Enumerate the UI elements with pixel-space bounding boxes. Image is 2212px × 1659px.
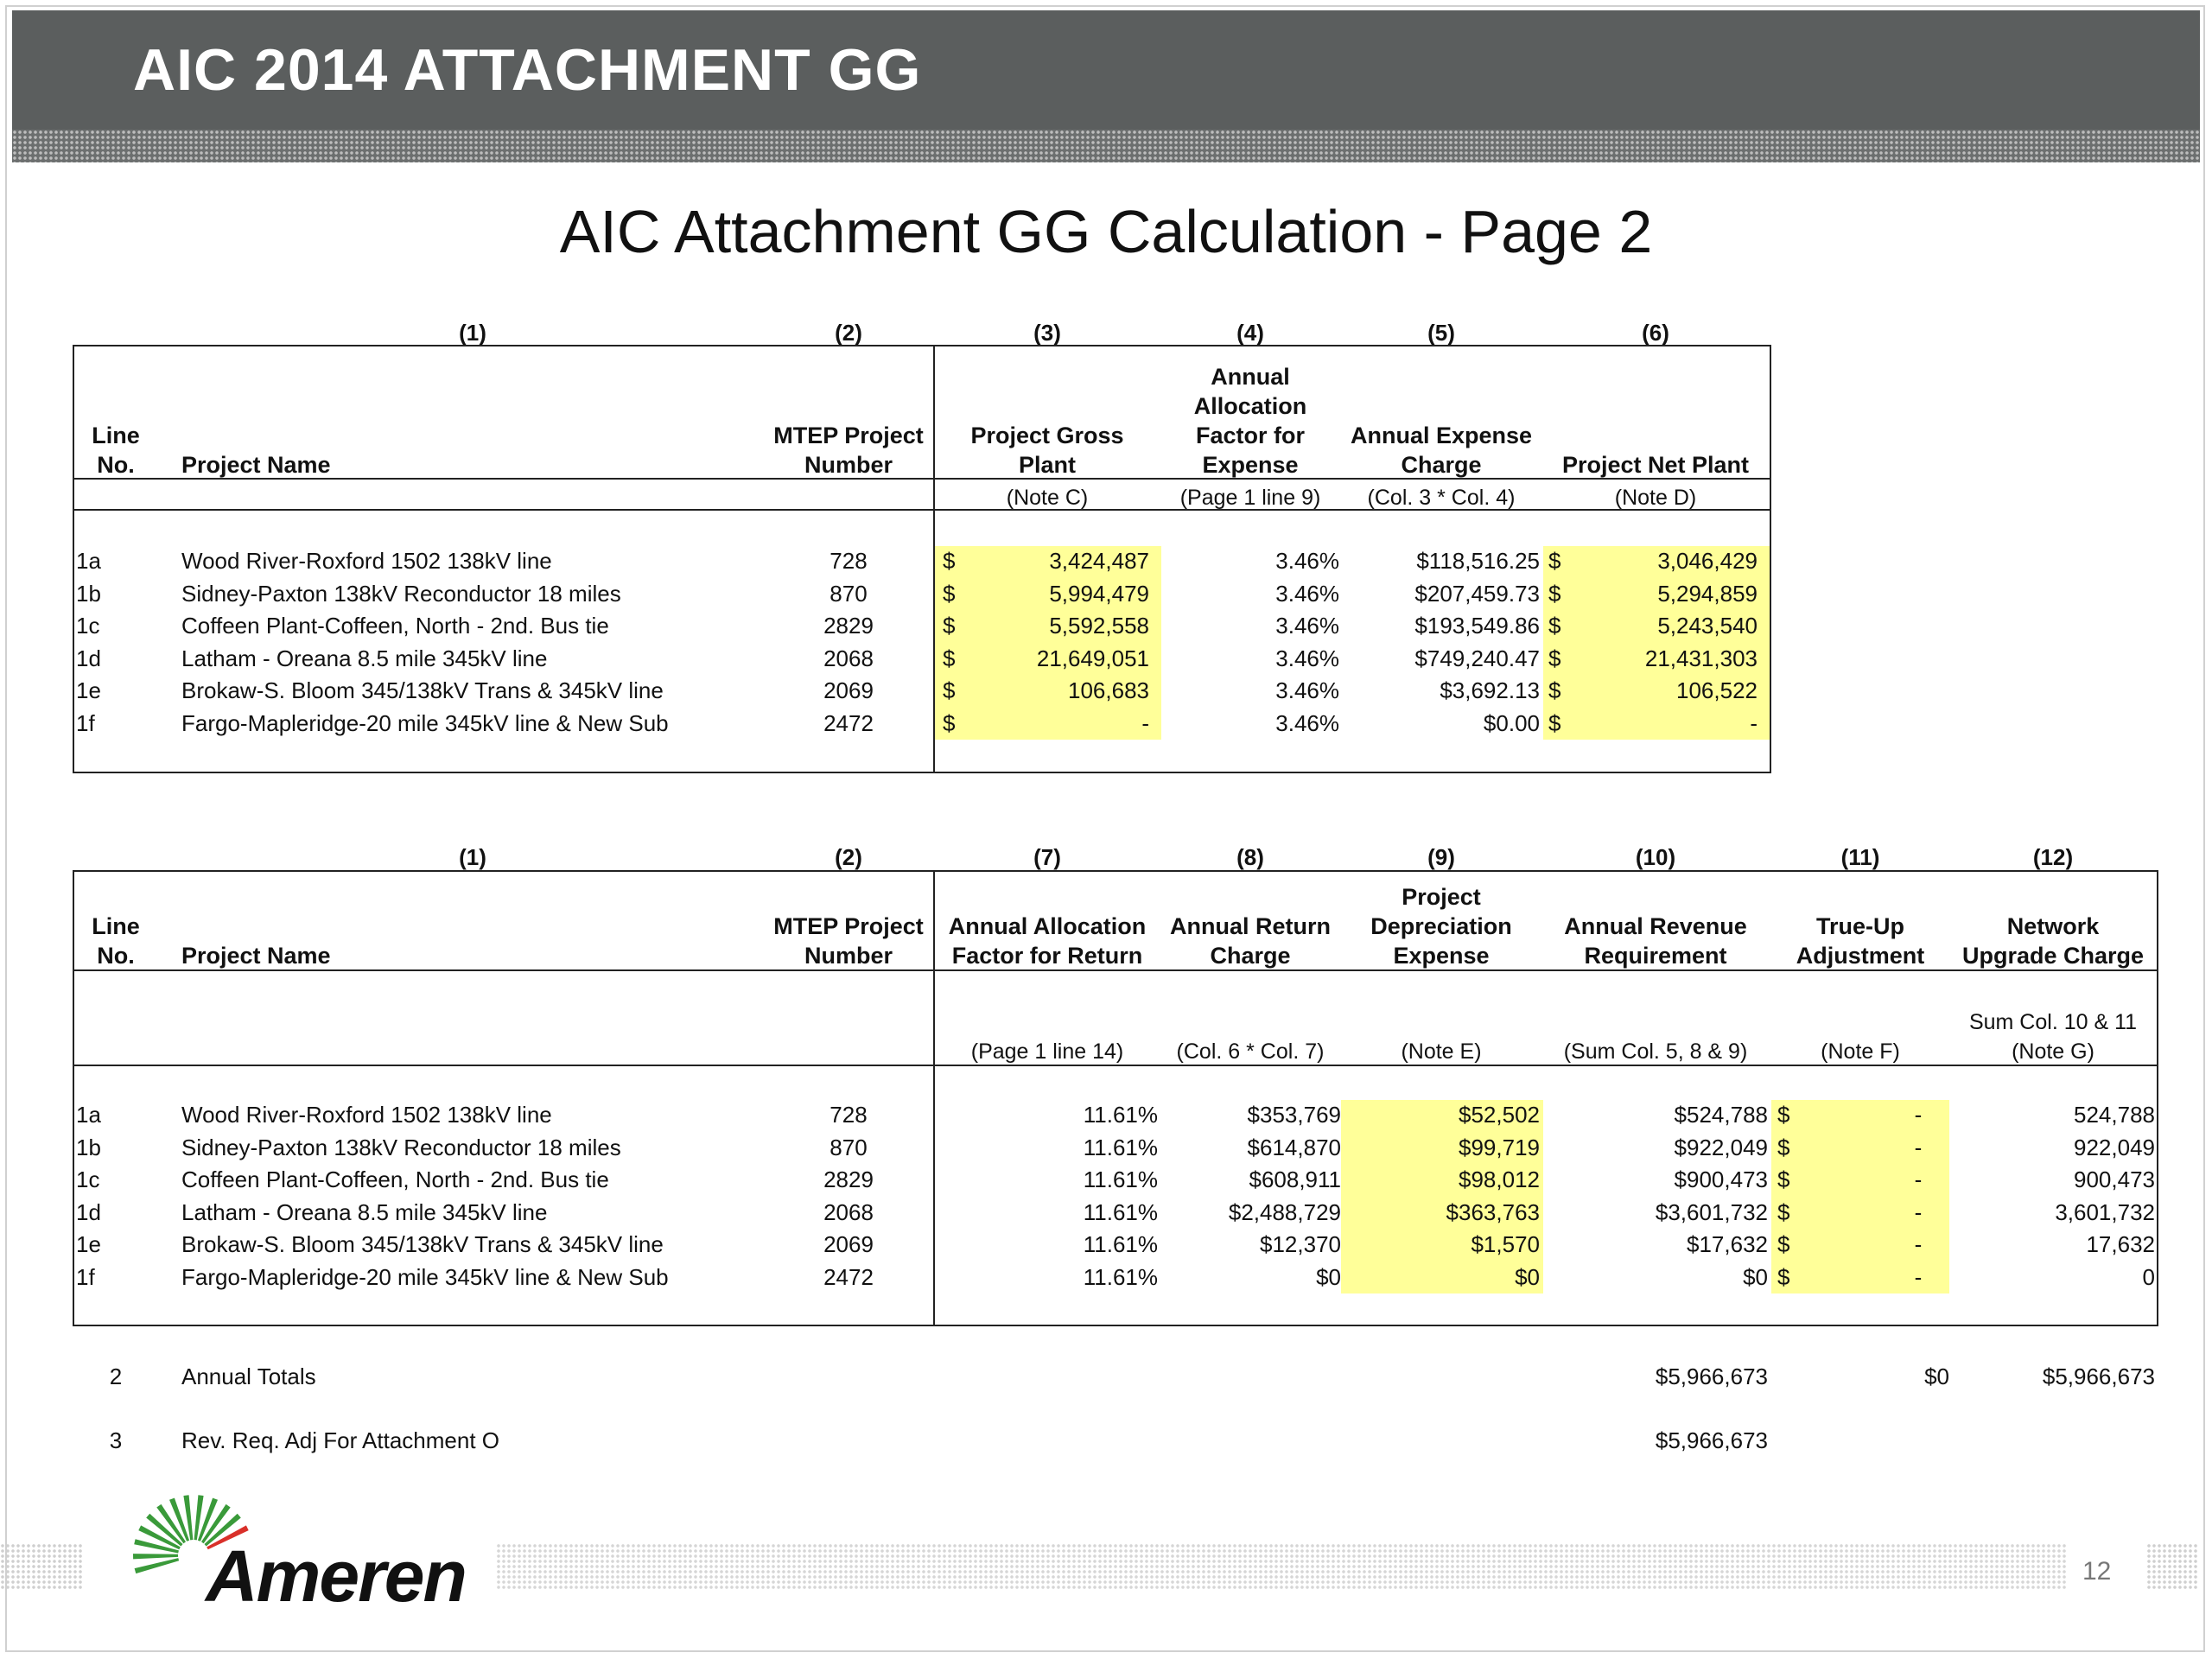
- row-project-name: Brokaw-S. Bloom 345/138kV Trans & 345kV line: [181, 1231, 664, 1257]
- col-number: (12): [2032, 844, 2074, 870]
- row-mtep: 2068: [823, 1199, 874, 1225]
- note: (Note F): [1821, 1039, 1900, 1064]
- row-gross-currency: $: [943, 677, 956, 703]
- totals-label: Annual Totals: [181, 1363, 316, 1389]
- row-project-name: Sidney-Paxton 138kV Reconductor 18 miles: [181, 581, 621, 607]
- row-expense-charge: $193,549.86: [1414, 613, 1540, 639]
- totals-revenue: $5,966,673: [1655, 1427, 1768, 1453]
- row-net-currency: $: [1548, 613, 1561, 639]
- row-mtep: 2068: [823, 645, 874, 671]
- col-number: (10): [1635, 844, 1676, 870]
- note: (Col. 6 * Col. 7): [1176, 1039, 1325, 1064]
- row-depreciation: $0: [1515, 1264, 1540, 1290]
- row-true-up-currency: $: [1777, 1166, 1790, 1192]
- header-net-plant: Project Net Plant: [1561, 452, 1750, 478]
- note: (Col. 3 * Col. 4): [1367, 486, 1516, 510]
- row-network-upgrade: 17,632: [2086, 1231, 2155, 1257]
- header-revenue-requirement: Annual Revenue Requirement: [1564, 913, 1747, 969]
- row-mtep: 870: [830, 581, 868, 607]
- row-depreciation: $1,570: [1471, 1231, 1540, 1257]
- totals-revenue: $5,966,673: [1655, 1363, 1768, 1389]
- row-return-charge: $0: [1316, 1264, 1341, 1290]
- header-project-name: Project Name: [181, 452, 331, 478]
- row-mtep: 728: [830, 1102, 868, 1128]
- row-net-plant: 5,243,540: [1657, 613, 1758, 639]
- row-depreciation: $52,502: [1459, 1102, 1540, 1128]
- header-depreciation: Project Depreciation Expense: [1370, 884, 1512, 969]
- table-2-divider: [933, 870, 935, 1326]
- row-return-charge: $608,911: [1249, 1166, 1341, 1192]
- row-gross-currency: $: [943, 613, 956, 639]
- row-net-plant: 5,294,859: [1657, 581, 1758, 607]
- row-project-name: Coffeen Plant-Coffeen, North - 2nd. Bus tie: [181, 613, 609, 639]
- header-alloc-factor-expense: Annual Allocation Factor for Expense: [1193, 364, 1307, 478]
- header-line-no: Line No.: [92, 913, 140, 969]
- row-true-up-currency: $: [1777, 1231, 1790, 1257]
- row-line-no: 1c: [76, 613, 100, 639]
- row-line-no: 1b: [76, 581, 101, 607]
- row-expense-charge: $118,516.25: [1416, 548, 1540, 574]
- slide-title: AIC Attachment GG Calculation - Page 2: [559, 198, 1653, 265]
- header-title: AIC 2014 ATTACHMENT GG: [133, 37, 922, 103]
- row-expense-charge: $0.00: [1483, 710, 1540, 736]
- totals-label: Rev. Req. Adj For Attachment O: [181, 1427, 500, 1453]
- ameren-logo: [130, 1479, 466, 1617]
- row-gross-plant: 21,649,051: [1036, 645, 1149, 671]
- row-revenue-requirement: $17,632: [1687, 1231, 1768, 1257]
- row-net-plant: 21,431,303: [1644, 645, 1758, 671]
- row-alloc-factor-return: 11.61%: [1083, 1166, 1158, 1192]
- row-return-charge: $614,870: [1247, 1135, 1341, 1160]
- row-mtep: 2472: [823, 1264, 874, 1290]
- row-net-plant: -: [1750, 710, 1758, 736]
- row-gross-plant: 3,424,487: [1049, 548, 1149, 574]
- row-network-upgrade: 922,049: [2074, 1135, 2155, 1160]
- row-line-no: 1e: [76, 677, 101, 703]
- col-number: (2): [835, 320, 862, 346]
- row-revenue-requirement: $922,049: [1674, 1135, 1768, 1160]
- row-alloc-factor-return: 11.61%: [1083, 1135, 1158, 1160]
- row-line-no: 1f: [76, 1264, 95, 1290]
- row-revenue-requirement: $900,473: [1674, 1166, 1768, 1192]
- logo-ray-green: [133, 1554, 178, 1559]
- header-line-no: Line No.: [92, 423, 140, 478]
- row-line-no: 1b: [76, 1135, 101, 1160]
- row-gross-plant: 106,683: [1068, 677, 1149, 703]
- note: (Note D): [1614, 486, 1697, 510]
- col-number: (11): [1840, 844, 1880, 870]
- row-mtep: 2829: [823, 1166, 874, 1192]
- row-gross-currency: $: [943, 645, 956, 671]
- row-return-charge: $353,769: [1247, 1102, 1341, 1128]
- row-project-name: Latham - Oreana 8.5 mile 345kV line: [181, 645, 548, 671]
- row-network-upgrade: 0: [2142, 1264, 2155, 1290]
- logo-ray-green: [135, 1558, 180, 1573]
- col-number: (8): [1236, 844, 1264, 870]
- row-line-no: 1a: [76, 1102, 101, 1128]
- row-depreciation: $99,719: [1459, 1135, 1540, 1160]
- row-true-up: -: [1914, 1102, 1923, 1128]
- header-return-charge: Annual Return Charge: [1170, 913, 1331, 969]
- col-number: (9): [1427, 844, 1455, 870]
- header-gross-plant: Project Gross Plant: [970, 423, 1124, 478]
- col-number: (4): [1236, 320, 1264, 346]
- row-return-charge: $12,370: [1260, 1231, 1341, 1257]
- row-mtep: 2069: [823, 677, 874, 703]
- row-net-currency: $: [1548, 710, 1561, 736]
- row-true-up: -: [1914, 1199, 1923, 1225]
- row-true-up-currency: $: [1777, 1199, 1790, 1225]
- row-network-upgrade: 524,788: [2074, 1102, 2155, 1128]
- row-true-up-currency: $: [1777, 1264, 1790, 1290]
- row-gross-currency: $: [943, 581, 956, 607]
- page-number: 12: [2082, 1557, 2112, 1586]
- totals-line-no: 2: [109, 1363, 123, 1389]
- logo-text: Ameren: [206, 1535, 466, 1617]
- row-mtep: 870: [830, 1135, 868, 1160]
- row-line-no: 1f: [76, 710, 95, 736]
- row-alloc-factor: 3.46%: [1275, 677, 1339, 703]
- row-gross-currency: $: [943, 710, 956, 736]
- note: (Note C): [1006, 486, 1089, 510]
- row-gross-plant: 5,994,479: [1049, 581, 1149, 607]
- row-line-no: 1d: [76, 645, 101, 671]
- row-alloc-factor-return: 11.61%: [1083, 1199, 1158, 1225]
- row-alloc-factor-return: 11.61%: [1083, 1231, 1158, 1257]
- note: (Note G): [2012, 1039, 2094, 1064]
- row-return-charge: $2,488,729: [1228, 1199, 1341, 1225]
- row-mtep: 728: [830, 548, 868, 574]
- note: (Page 1 line 9): [1179, 486, 1321, 510]
- row-true-up-currency: $: [1777, 1102, 1790, 1128]
- col-number: (1): [459, 320, 486, 346]
- row-project-name: Fargo-Mapleridge-20 mile 345kV line & New Sub: [181, 710, 669, 736]
- row-line-no: 1a: [76, 548, 101, 574]
- col-number: (6): [1642, 320, 1669, 346]
- table-1-note-rule: [73, 509, 1771, 511]
- row-project-name: Sidney-Paxton 138kV Reconductor 18 miles: [181, 1135, 621, 1160]
- header-mtep: MTEP Project Number: [773, 423, 924, 478]
- row-net-currency: $: [1548, 645, 1561, 671]
- header-true-up: True-Up Adjustment: [1796, 913, 1925, 969]
- row-project-name: Brokaw-S. Bloom 345/138kV Trans & 345kV line: [181, 677, 664, 703]
- row-project-name: Coffeen Plant-Coffeen, North - 2nd. Bus tie: [181, 1166, 609, 1192]
- row-true-up: -: [1914, 1166, 1923, 1192]
- row-alloc-factor: 3.46%: [1275, 581, 1339, 607]
- note: (Sum Col. 5, 8 & 9): [1563, 1039, 1748, 1064]
- row-depreciation: $98,012: [1459, 1166, 1540, 1192]
- row-depreciation: $363,763: [1446, 1199, 1540, 1225]
- row-line-no: 1e: [76, 1231, 101, 1257]
- note: (Note E): [1401, 1039, 1482, 1064]
- note: Sum Col. 10 & 11: [1968, 1010, 2138, 1034]
- row-true-up-currency: $: [1777, 1135, 1790, 1160]
- row-gross-plant: -: [1141, 710, 1149, 736]
- header-expense-charge: Annual Expense Charge: [1350, 423, 1533, 478]
- row-project-name: Latham - Oreana 8.5 mile 345kV line: [181, 1199, 548, 1225]
- totals-line-no: 3: [109, 1427, 123, 1453]
- footer-dot-pattern: [2146, 1543, 2198, 1590]
- row-net-currency: $: [1548, 677, 1561, 703]
- totals-true-up: $0: [1924, 1363, 1949, 1389]
- col-number: (1): [459, 844, 486, 870]
- row-line-no: 1c: [76, 1166, 100, 1192]
- row-true-up: -: [1914, 1231, 1923, 1257]
- row-revenue-requirement: $0: [1743, 1264, 1768, 1290]
- row-project-name: Wood River-Roxford 1502 138kV line: [181, 548, 552, 574]
- footer-dot-pattern: [496, 1543, 2067, 1590]
- row-true-up: -: [1914, 1135, 1923, 1160]
- row-alloc-factor-return: 11.61%: [1083, 1264, 1158, 1290]
- header-mtep: MTEP Project Number: [773, 913, 924, 969]
- row-mtep: 2472: [823, 710, 874, 736]
- row-gross-plant: 5,592,558: [1049, 613, 1149, 639]
- row-mtep: 2069: [823, 1231, 874, 1257]
- col-number: (7): [1033, 844, 1061, 870]
- row-network-upgrade: 900,473: [2074, 1166, 2155, 1192]
- totals-network-upgrade: $5,966,673: [2042, 1363, 2155, 1389]
- row-net-currency: $: [1548, 581, 1561, 607]
- row-gross-currency: $: [943, 548, 956, 574]
- row-alloc-factor-return: 11.61%: [1083, 1102, 1158, 1128]
- row-expense-charge: $207,459.73: [1414, 581, 1540, 607]
- row-line-no: 1d: [76, 1199, 101, 1225]
- row-net-plant: 106,522: [1676, 677, 1758, 703]
- note: (Page 1 line 14): [970, 1039, 1124, 1064]
- row-revenue-requirement: $524,788: [1674, 1102, 1768, 1128]
- row-project-name: Wood River-Roxford 1502 138kV line: [181, 1102, 552, 1128]
- row-network-upgrade: 3,601,732: [2055, 1199, 2155, 1225]
- row-mtep: 2829: [823, 613, 874, 639]
- row-net-plant: 3,046,429: [1657, 548, 1758, 574]
- row-expense-charge: $749,240.47: [1414, 645, 1540, 671]
- row-expense-charge: $3,692.13: [1440, 677, 1540, 703]
- header-project-name: Project Name: [181, 943, 331, 969]
- row-alloc-factor: 3.46%: [1275, 710, 1339, 736]
- header-dot-pattern: [12, 130, 2200, 162]
- row-project-name: Fargo-Mapleridge-20 mile 345kV line & New Sub: [181, 1264, 669, 1290]
- row-alloc-factor: 3.46%: [1275, 613, 1339, 639]
- footer-dot-pattern: [0, 1543, 83, 1590]
- header-network-upgrade: Network Upgrade Charge: [1961, 913, 2145, 969]
- row-true-up: -: [1914, 1264, 1923, 1290]
- row-net-currency: $: [1548, 548, 1561, 574]
- row-revenue-requirement: $3,601,732: [1655, 1199, 1768, 1225]
- row-alloc-factor: 3.46%: [1275, 645, 1339, 671]
- col-number: (3): [1033, 320, 1061, 346]
- col-number: (5): [1427, 320, 1455, 346]
- header-alloc-factor-return: Annual Allocation Factor for Return: [948, 913, 1147, 969]
- row-alloc-factor: 3.46%: [1275, 548, 1339, 574]
- col-number: (2): [835, 844, 862, 870]
